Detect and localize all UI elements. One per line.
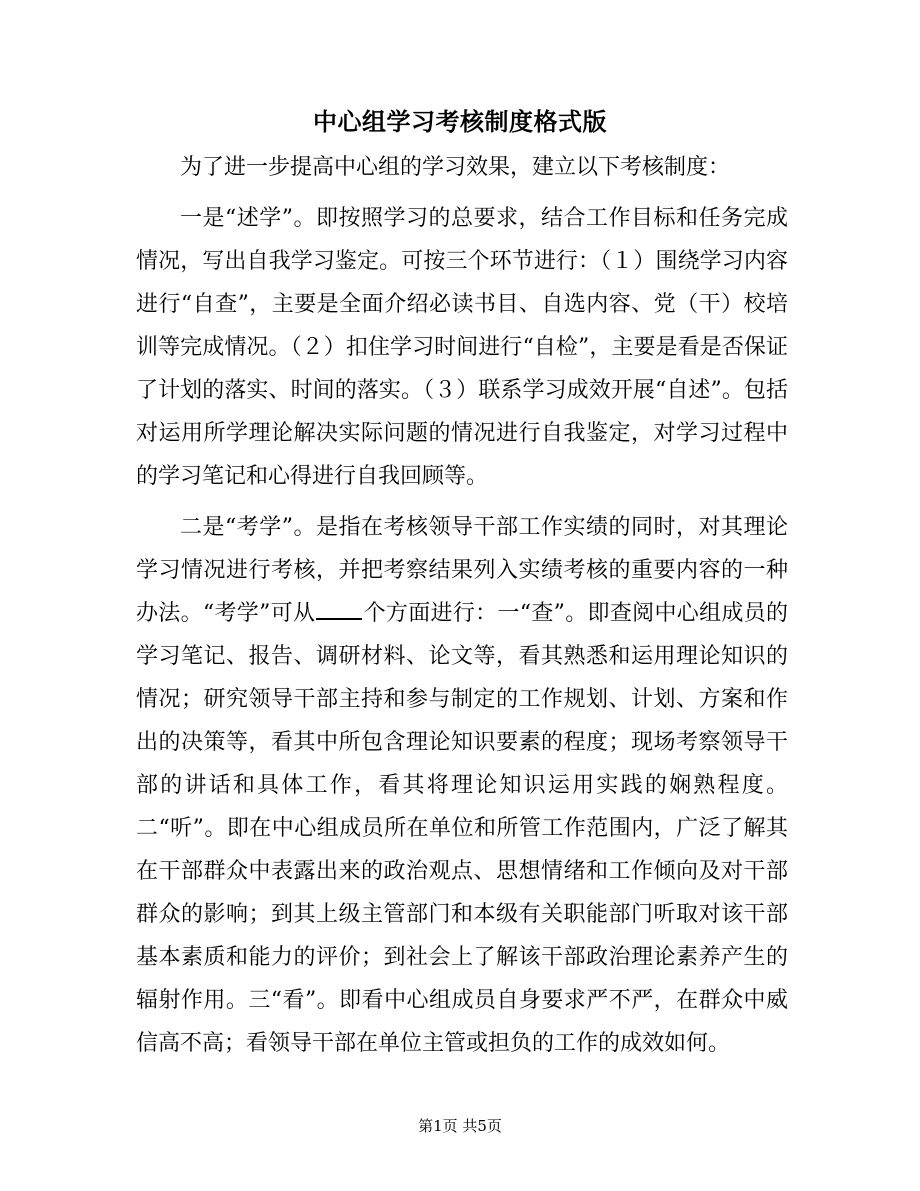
paragraph-kaoxue-part1: 二是“考学”。是指在考核领导干部工作实绩的同时，对其理论学习情况进行考核，并把考察结果列入实绩考核的重要内容的一种办法。“考学”可从: [136, 515, 788, 626]
page-footer: 第1页 共5页: [418, 1117, 502, 1135]
intro-paragraph: 为了进一步提高中心组的学习效果，建立以下考核制度：: [180, 155, 731, 180]
fill-in-blank: [316, 600, 362, 620]
document-body: [136, 146, 788, 1073]
document-title: 中心组学习考核制度格式版: [313, 107, 607, 136]
paragraph-kaoxue-part2: 个方面进行：一“查”。即查阅中心组成员的学习笔记、报告、调研材料、论文等，看其熟悉和运用理论知识的情况；研究领导干部主持和参与制定的工作规划、计划、方案和作出的决策等，看其中所包含理论知识要素的程度；现场考察领导干部的讲话和具体工作，看其将理论知识运用实践的娴熟程度。二“听”。即在中心组成员所在单位和所管工作范围内，广泛了解其在干部群众中表露出来的政治观点、思想情绪和工作倾向及对干部群众的影响；到其上级主管部门和本级有关职能部门听取对该干部基本素质和能力的评价；到社会上了解该干部政治理论素养产生的辐射作用。三“看”。即看中心组成员自身要求严不严，在群众中威信高不高；看领导干部在单位主管或担负的工作的成效如何。: [136, 601, 788, 1056]
paragraph-kaoxue: [136, 506, 788, 1065]
paragraph-shuxue: 一是“述学”。即按照学习的总要求，结合工作目标和任务完成情况，写出自我学习鉴定。可按三个环节进行：（１）围绕学习内容进行“自查”，主要是全面介绍必读书目、自选内容、党（干）校培训等完成情况。（２）扣住学习时间进行“自检”，主要是看是否保证了计划的落实、时间的落实。（３）联系学习成效开展“自述”。包括对运用所学理论解决实际问题的情况进行自我鉴定，对学习过程中的学习笔记和心得进行自我回顾等。: [136, 206, 788, 489]
